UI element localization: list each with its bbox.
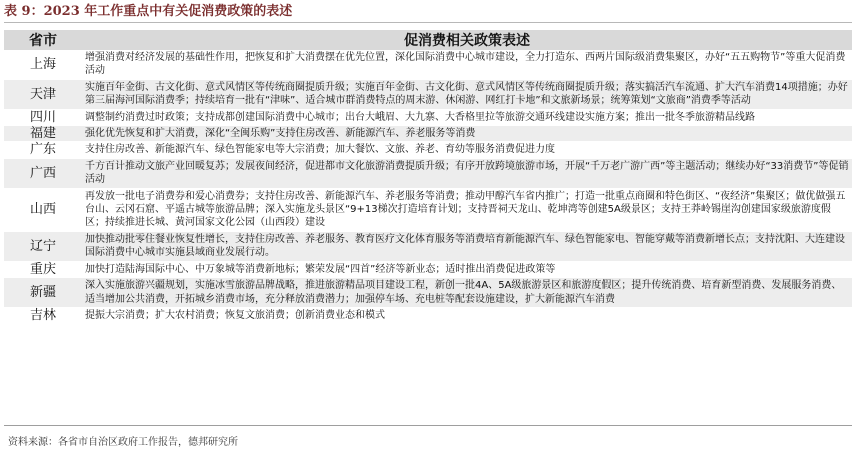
table-row bbox=[4, 158, 852, 188]
province-cell: 新疆 bbox=[4, 278, 82, 308]
policy-cell: 深入实施旅游兴疆规划，实施冰雪旅游品牌战略，推进旅游精品项目建设工程，新创一批4A、5A级旅游景区和旅游度假区；提升传统消费、培育新型消费、发展服务消费、适当增加公共消费，开拓城乡消费市场，充分释放消费潜力；加强停车场、充电桩等配套设施建设，扩大新能源汽车消费 bbox=[82, 278, 852, 308]
province-cell: 辽宁 bbox=[4, 231, 82, 261]
province-cell: 吉林 bbox=[4, 307, 82, 323]
table-header-row bbox=[4, 30, 852, 50]
policy-cell: 实施百年金街、古文化街、意式风情区等传统商圈提质升级；实施百年金街、古文化街、意式风情区等传统商圈提质升级；落实搞活汽车流通、扩大汽车消费14项措施；办好第三届海河国际消费季；持续培育一批有“津味”、适合城市群消费特点的周末游、休闲游、网红打卡地”和文旅新场景；统筹策划“文旅商”消费季等活动 bbox=[82, 79, 852, 109]
policy-cell: 再发放一批电子消费券和爱心消费券；支持住房改善、新能源汽车、养老服务等消费；推动甲醇汽车省内推广；打造一批重点商圈和特色街区、“夜经济”集聚区；做优做强五台山、云冈石窟、平遥古城等旅游品牌；深入实施龙头景区“9+13梯次打造培育计划；支持晋祠天龙山、乾坤湾等创建5A级景区；支持王莽岭锡崖沟创建国家级旅游度假区；持续推进长城、黄河国家文化公园（山西段）建设 bbox=[82, 188, 852, 231]
table-row bbox=[4, 79, 852, 109]
province-cell: 广西 bbox=[4, 158, 82, 188]
policy-table bbox=[4, 30, 852, 324]
table-bottom-rule bbox=[4, 425, 852, 426]
policy-cell: 加快推动批零住餐业恢复性增长，支持住房改善、养老服务、教育医疗文化体育服务等消费培育新能源汽车、绿色智能家电、智能穿戴等消费新增长点；支持沈阳、大连建设国际消费中心城市实施县域商业发展行动。 bbox=[82, 231, 852, 261]
policy-cell: 调整制约消费过时政策；支持成都创建国际消费中心城市；出台大峨眉、大九寨、大香格里拉等旅游交通环线建设实施方案；推出一批冬季旅游精品线路 bbox=[82, 109, 852, 125]
policy-cell: 支持住房改善、新能源汽车、绿色智能家电等大宗消费；加大餐饮、文旅、养老、育幼等服务消费促进力度 bbox=[82, 142, 852, 158]
table-row bbox=[4, 142, 852, 158]
policy-cell: 强化优先恢复和扩大消费，深化“全闽乐购”支持住房改善、新能源汽车、养老服务等消费 bbox=[82, 126, 852, 142]
province-cell: 广东 bbox=[4, 142, 82, 158]
table-row bbox=[4, 50, 852, 79]
province-cell: 山西 bbox=[4, 188, 82, 231]
header-policy: 促消费相关政策表述 bbox=[82, 30, 852, 50]
table-row bbox=[4, 307, 852, 323]
province-cell: 天津 bbox=[4, 79, 82, 109]
table-row bbox=[4, 231, 852, 261]
header-province: 省市 bbox=[4, 30, 82, 50]
province-cell: 四川 bbox=[4, 109, 82, 125]
province-cell: 上海 bbox=[4, 50, 82, 79]
province-cell: 重庆 bbox=[4, 261, 82, 277]
policy-cell: 提振大宗消费；扩大农村消费；恢复文旅消费；创新消费业态和模式 bbox=[82, 307, 852, 323]
table-row bbox=[4, 188, 852, 231]
table-row bbox=[4, 278, 852, 308]
policy-cell: 千方百计推动文旅产业回暖复苏；发展夜间经济，促进都市文化旅游消费提质升级；有序开放跨境旅游市场，开展“千万老广游广西”等主题活动；继续办好“33消费节”等促销活动 bbox=[82, 158, 852, 188]
table-row bbox=[4, 109, 852, 125]
source-note: 资料来源：各省市自治区政府工作报告，德邦研究所 bbox=[8, 437, 238, 448]
table-row bbox=[4, 261, 852, 277]
policy-cell: 增强消费对经济发展的基础性作用，把恢复和扩大消费摆在优先位置，深化国际消费中心城市建设，全力打造东、西两片国际级消费集聚区，办好“五五购物节”等重大促消费活动 bbox=[82, 50, 852, 79]
province-cell: 福建 bbox=[4, 126, 82, 142]
policy-cell: 加快打造陆海国际中心、中万象城等消费新地标；繁荣发展“四首”经济等新业态；适时推出消费促进政策等 bbox=[82, 261, 852, 277]
table-caption: 表 9：2023 年工作重点中有关促消费政策的表述 bbox=[4, 2, 852, 23]
table-row bbox=[4, 126, 852, 142]
